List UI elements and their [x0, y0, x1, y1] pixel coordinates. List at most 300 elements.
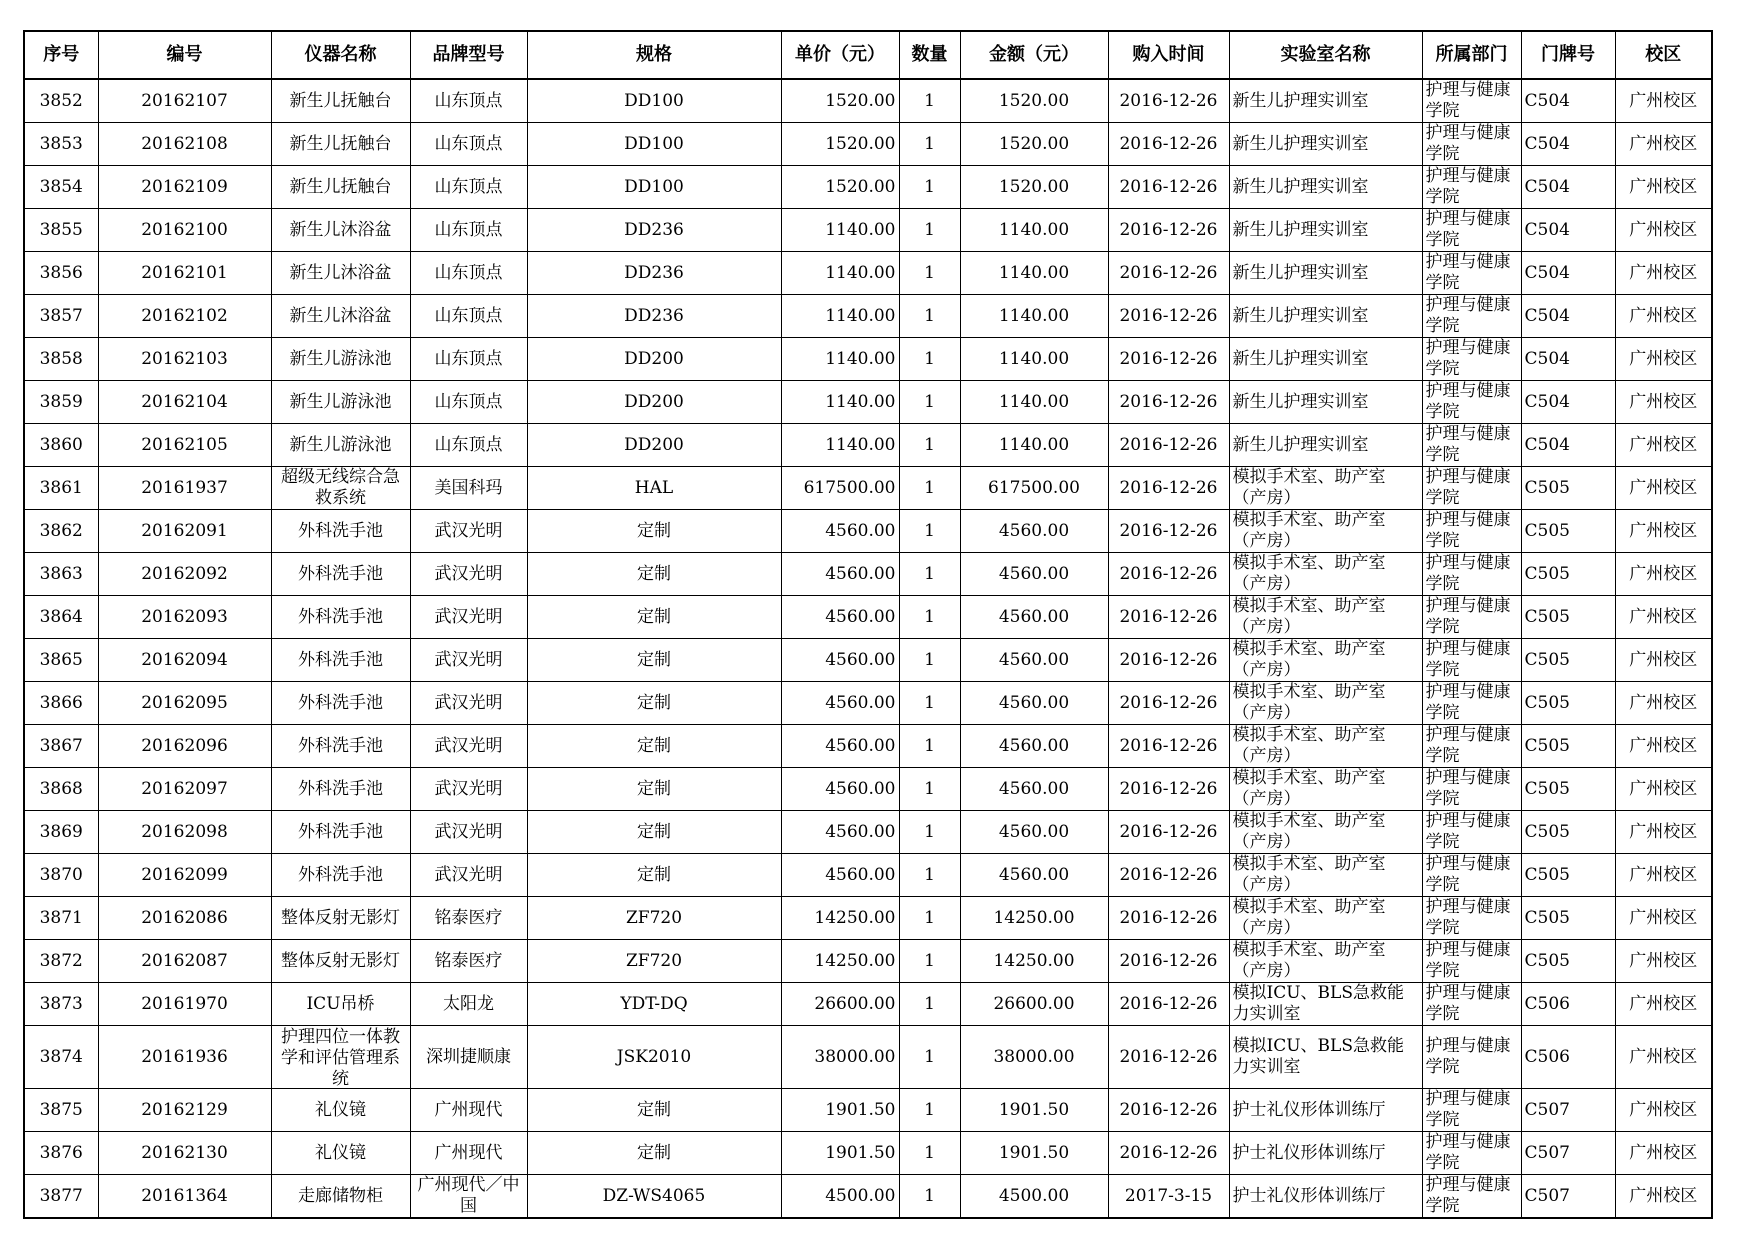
- cell-text: 新生儿沐浴盆: [289, 219, 392, 240]
- cell-lab-name: [1229, 639, 1422, 682]
- cell-text: 新生儿护理实训室: [1232, 176, 1369, 197]
- cell-text: 新生儿抚触台: [289, 133, 392, 154]
- cell-serial: 3871: [24, 897, 98, 940]
- header-cell: 门牌号: [1521, 31, 1615, 79]
- cell-serial: 3876: [24, 1132, 98, 1175]
- cell-text: 武汉光明: [434, 692, 503, 713]
- cell-text: 武汉光明: [434, 606, 503, 627]
- table-row: [24, 295, 1712, 338]
- cell-unit-price: 14250.00: [781, 897, 899, 940]
- cell-room-number: C505: [1521, 854, 1615, 897]
- cell-campus: 广州校区: [1615, 768, 1712, 811]
- cell-unit-price: 4560.00: [781, 725, 899, 768]
- cell-room-number: C505: [1521, 725, 1615, 768]
- cell-spec: 定制: [527, 510, 781, 553]
- cell-lab-name: [1229, 682, 1422, 725]
- cell-text: 模拟手术室、助产室（产房）: [1232, 467, 1386, 508]
- cell-quantity: 1: [899, 1175, 960, 1219]
- cell-text: 新生儿沐浴盆: [289, 262, 392, 283]
- cell-serial: 3877: [24, 1175, 98, 1219]
- cell-instrument-name: [271, 1132, 410, 1175]
- cell-spec: DD200: [527, 381, 781, 424]
- table-row: [24, 596, 1712, 639]
- cell-text: 护理与健康学院: [1425, 983, 1511, 1024]
- cell-campus: 广州校区: [1615, 940, 1712, 983]
- cell-code: 20161936: [98, 1026, 271, 1089]
- cell-purchase-date: 2016-12-26: [1108, 1089, 1229, 1132]
- cell-amount: 1520.00: [960, 123, 1108, 166]
- cell-text: 整体反射无影灯: [281, 907, 400, 928]
- cell-spec: 定制: [527, 639, 781, 682]
- table-row: [24, 338, 1712, 381]
- cell-unit-price: 4560.00: [781, 510, 899, 553]
- header-cell: 实验室名称: [1229, 31, 1422, 79]
- table-row: [24, 1132, 1712, 1175]
- cell-text: 山东顶点: [434, 434, 503, 455]
- cell-text: 模拟ICU、BLS急救能力实训室: [1232, 983, 1404, 1024]
- cell-text: 新生儿护理实训室: [1232, 90, 1369, 111]
- cell-code: 20162129: [98, 1089, 271, 1132]
- cell-text: 深圳捷顺康: [426, 1046, 511, 1067]
- cell-department: [1422, 768, 1521, 811]
- cell-text: 礼仪镜: [315, 1099, 366, 1120]
- cell-department: [1422, 510, 1521, 553]
- cell-brand-model: [410, 596, 527, 639]
- cell-text: 护理与健康学院: [1425, 1132, 1511, 1173]
- cell-room-number: C505: [1521, 768, 1615, 811]
- cell-unit-price: 26600.00: [781, 983, 899, 1026]
- cell-campus: 广州校区: [1615, 1132, 1712, 1175]
- cell-amount: 4560.00: [960, 682, 1108, 725]
- header-cell: 数量: [899, 31, 960, 79]
- cell-quantity: 1: [899, 983, 960, 1026]
- cell-text: 护理与健康学院: [1425, 639, 1511, 680]
- cell-instrument-name: [271, 338, 410, 381]
- cell-room-number: C506: [1521, 983, 1615, 1026]
- cell-quantity: 1: [899, 768, 960, 811]
- cell-campus: 广州校区: [1615, 381, 1712, 424]
- cell-amount: 4560.00: [960, 596, 1108, 639]
- cell-text: 护理与健康学院: [1425, 166, 1511, 207]
- cell-department: [1422, 295, 1521, 338]
- cell-text: 铭泰医疗: [434, 950, 503, 971]
- cell-brand-model: [410, 424, 527, 467]
- cell-amount: 14250.00: [960, 940, 1108, 983]
- cell-text: 山东顶点: [434, 348, 503, 369]
- cell-text: 外科洗手池: [298, 649, 383, 670]
- cell-serial: 3867: [24, 725, 98, 768]
- cell-instrument-name: [271, 639, 410, 682]
- cell-room-number: C505: [1521, 510, 1615, 553]
- cell-department: [1422, 467, 1521, 510]
- cell-purchase-date: 2016-12-26: [1108, 295, 1229, 338]
- cell-purchase-date: 2016-12-26: [1108, 983, 1229, 1026]
- cell-quantity: 1: [899, 1132, 960, 1175]
- cell-text: 护理与健康学院: [1425, 295, 1511, 336]
- cell-instrument-name: [271, 209, 410, 252]
- cell-department: [1422, 424, 1521, 467]
- cell-lab-name: [1229, 424, 1422, 467]
- cell-text: 武汉光明: [434, 778, 503, 799]
- header-cell: 单价（元）: [781, 31, 899, 79]
- cell-instrument-name: [271, 381, 410, 424]
- table-row: [24, 940, 1712, 983]
- table-body: [24, 79, 1712, 1218]
- table-row: [24, 682, 1712, 725]
- cell-spec: DD236: [527, 295, 781, 338]
- cell-room-number: C507: [1521, 1089, 1615, 1132]
- cell-room-number: C504: [1521, 424, 1615, 467]
- cell-instrument-name: [271, 940, 410, 983]
- cell-spec: 定制: [527, 854, 781, 897]
- cell-text: 护理与健康学院: [1425, 596, 1511, 637]
- cell-quantity: 1: [899, 166, 960, 209]
- cell-lab-name: [1229, 725, 1422, 768]
- cell-amount: 1520.00: [960, 79, 1108, 123]
- cell-room-number: C505: [1521, 553, 1615, 596]
- cell-serial: 3872: [24, 940, 98, 983]
- cell-lab-name: [1229, 209, 1422, 252]
- table-row: [24, 510, 1712, 553]
- header-cell: 所属部门: [1422, 31, 1521, 79]
- cell-brand-model: [410, 639, 527, 682]
- cell-serial: 3858: [24, 338, 98, 381]
- cell-text: 模拟手术室、助产室（产房）: [1232, 768, 1386, 809]
- cell-spec: DD236: [527, 252, 781, 295]
- cell-amount: 4500.00: [960, 1175, 1108, 1219]
- cell-amount: 4560.00: [960, 768, 1108, 811]
- cell-text: 护理与健康学院: [1425, 553, 1511, 594]
- cell-unit-price: 1901.50: [781, 1089, 899, 1132]
- cell-purchase-date: 2016-12-26: [1108, 854, 1229, 897]
- cell-serial: 3875: [24, 1089, 98, 1132]
- cell-room-number: C504: [1521, 166, 1615, 209]
- cell-department: [1422, 1175, 1521, 1219]
- cell-unit-price: 4560.00: [781, 768, 899, 811]
- equipment-table: [23, 30, 1713, 1219]
- cell-code: 20162092: [98, 553, 271, 596]
- table-row: [24, 811, 1712, 854]
- cell-lab-name: [1229, 1175, 1422, 1219]
- cell-spec: 定制: [527, 811, 781, 854]
- cell-room-number: C507: [1521, 1132, 1615, 1175]
- cell-campus: 广州校区: [1615, 1089, 1712, 1132]
- cell-quantity: 1: [899, 940, 960, 983]
- cell-unit-price: 1520.00: [781, 79, 899, 123]
- cell-purchase-date: 2016-12-26: [1108, 209, 1229, 252]
- cell-text: 护理与健康学院: [1425, 510, 1511, 551]
- cell-room-number: C505: [1521, 682, 1615, 725]
- cell-text: 模拟手术室、助产室（产房）: [1232, 854, 1386, 895]
- cell-text: 新生儿护理实训室: [1232, 434, 1369, 455]
- cell-department: [1422, 897, 1521, 940]
- cell-campus: 广州校区: [1615, 897, 1712, 940]
- cell-lab-name: [1229, 79, 1422, 123]
- cell-text: ICU吊桥: [306, 993, 375, 1014]
- cell-code: 20162087: [98, 940, 271, 983]
- cell-amount: 26600.00: [960, 983, 1108, 1026]
- cell-instrument-name: [271, 510, 410, 553]
- cell-text: 山东顶点: [434, 219, 503, 240]
- cell-unit-price: 4560.00: [781, 682, 899, 725]
- cell-instrument-name: [271, 1175, 410, 1219]
- cell-lab-name: [1229, 1132, 1422, 1175]
- header-cell: 规格: [527, 31, 781, 79]
- table-row: [24, 725, 1712, 768]
- cell-amount: 1140.00: [960, 252, 1108, 295]
- cell-brand-model: [410, 79, 527, 123]
- cell-campus: 广州校区: [1615, 854, 1712, 897]
- cell-room-number: C504: [1521, 209, 1615, 252]
- cell-text: 武汉光明: [434, 520, 503, 541]
- cell-spec: ZF720: [527, 940, 781, 983]
- cell-quantity: 1: [899, 123, 960, 166]
- cell-text: 走廊储物柜: [298, 1185, 383, 1206]
- cell-instrument-name: [271, 295, 410, 338]
- cell-code: 20162096: [98, 725, 271, 768]
- cell-lab-name: [1229, 123, 1422, 166]
- cell-purchase-date: 2016-12-26: [1108, 768, 1229, 811]
- cell-quantity: 1: [899, 811, 960, 854]
- cell-text: 太阳龙: [443, 993, 494, 1014]
- cell-unit-price: 4560.00: [781, 553, 899, 596]
- cell-spec: DD100: [527, 79, 781, 123]
- cell-amount: 38000.00: [960, 1026, 1108, 1089]
- cell-text: 护理与健康学院: [1425, 768, 1511, 809]
- cell-code: 20162101: [98, 252, 271, 295]
- cell-department: [1422, 854, 1521, 897]
- cell-unit-price: 1140.00: [781, 338, 899, 381]
- cell-serial: 3865: [24, 639, 98, 682]
- header-cell: 编号: [98, 31, 271, 79]
- cell-text: 模拟手术室、助产室（产房）: [1232, 897, 1386, 938]
- cell-text: 护理与健康学院: [1425, 467, 1511, 508]
- cell-text: 山东顶点: [434, 262, 503, 283]
- cell-spec: 定制: [527, 725, 781, 768]
- cell-code: 20161970: [98, 983, 271, 1026]
- cell-text: 山东顶点: [434, 133, 503, 154]
- cell-quantity: 1: [899, 338, 960, 381]
- table-row: [24, 768, 1712, 811]
- cell-code: 20162098: [98, 811, 271, 854]
- cell-code: 20162097: [98, 768, 271, 811]
- cell-room-number: C504: [1521, 338, 1615, 381]
- table-row: [24, 252, 1712, 295]
- cell-code: 20162105: [98, 424, 271, 467]
- cell-amount: 1140.00: [960, 381, 1108, 424]
- cell-text: 外科洗手池: [298, 864, 383, 885]
- cell-unit-price: 1520.00: [781, 166, 899, 209]
- cell-text: 广州现代: [434, 1142, 503, 1163]
- cell-text: 模拟ICU、BLS急救能力实训室: [1232, 1036, 1404, 1077]
- cell-quantity: 1: [899, 295, 960, 338]
- cell-amount: 4560.00: [960, 510, 1108, 553]
- table-row: [24, 1026, 1712, 1089]
- cell-text: 护理与健康学院: [1425, 252, 1511, 293]
- cell-lab-name: [1229, 553, 1422, 596]
- cell-text: 护理与健康学院: [1425, 1089, 1511, 1130]
- cell-department: [1422, 596, 1521, 639]
- cell-purchase-date: 2016-12-26: [1108, 639, 1229, 682]
- cell-department: [1422, 1132, 1521, 1175]
- cell-department: [1422, 1026, 1521, 1089]
- cell-text: 外科洗手池: [298, 778, 383, 799]
- cell-code: 20162100: [98, 209, 271, 252]
- cell-room-number: C505: [1521, 596, 1615, 639]
- cell-text: 护理与健康学院: [1425, 80, 1511, 121]
- cell-text: 山东顶点: [434, 305, 503, 326]
- cell-brand-model: [410, 811, 527, 854]
- cell-text: 外科洗手池: [298, 520, 383, 541]
- cell-unit-price: 1140.00: [781, 295, 899, 338]
- cell-amount: 1901.50: [960, 1089, 1108, 1132]
- cell-text: 护理与健康学院: [1425, 725, 1511, 766]
- cell-spec: DZ-WS4065: [527, 1175, 781, 1219]
- cell-quantity: 1: [899, 1089, 960, 1132]
- cell-text: 新生儿护理实训室: [1232, 133, 1369, 154]
- cell-text: 新生儿护理实训室: [1232, 391, 1369, 412]
- cell-text: 模拟手术室、助产室（产房）: [1232, 553, 1386, 594]
- cell-brand-model: [410, 381, 527, 424]
- cell-text: 山东顶点: [434, 391, 503, 412]
- cell-campus: 广州校区: [1615, 983, 1712, 1026]
- cell-amount: 4560.00: [960, 725, 1108, 768]
- cell-lab-name: [1229, 811, 1422, 854]
- cell-brand-model: [410, 897, 527, 940]
- cell-spec: JSK2010: [527, 1026, 781, 1089]
- cell-unit-price: 4560.00: [781, 596, 899, 639]
- cell-code: 20162107: [98, 79, 271, 123]
- cell-campus: 广州校区: [1615, 467, 1712, 510]
- cell-lab-name: [1229, 897, 1422, 940]
- cell-unit-price: 1520.00: [781, 123, 899, 166]
- cell-amount: 4560.00: [960, 553, 1108, 596]
- cell-code: 20162104: [98, 381, 271, 424]
- cell-unit-price: 1140.00: [781, 381, 899, 424]
- cell-campus: 广州校区: [1615, 553, 1712, 596]
- header-cell: 仪器名称: [271, 31, 410, 79]
- cell-campus: 广州校区: [1615, 1026, 1712, 1089]
- cell-lab-name: [1229, 854, 1422, 897]
- cell-unit-price: 4560.00: [781, 811, 899, 854]
- cell-campus: 广州校区: [1615, 123, 1712, 166]
- cell-unit-price: 4560.00: [781, 854, 899, 897]
- cell-text: 武汉光明: [434, 649, 503, 670]
- cell-serial: 3864: [24, 596, 98, 639]
- cell-purchase-date: 2016-12-26: [1108, 252, 1229, 295]
- table-row: [24, 983, 1712, 1026]
- cell-department: [1422, 123, 1521, 166]
- table-row: [24, 1175, 1712, 1219]
- cell-text: 新生儿护理实训室: [1232, 262, 1369, 283]
- cell-quantity: 1: [899, 682, 960, 725]
- cell-campus: 广州校区: [1615, 725, 1712, 768]
- cell-text: 礼仪镜: [315, 1142, 366, 1163]
- cell-instrument-name: [271, 811, 410, 854]
- cell-room-number: C504: [1521, 252, 1615, 295]
- cell-text: 新生儿沐浴盆: [289, 305, 392, 326]
- cell-room-number: C506: [1521, 1026, 1615, 1089]
- table-row: [24, 1089, 1712, 1132]
- cell-campus: 广州校区: [1615, 682, 1712, 725]
- cell-brand-model: [410, 940, 527, 983]
- cell-campus: 广州校区: [1615, 295, 1712, 338]
- cell-quantity: 1: [899, 639, 960, 682]
- cell-text: 护士礼仪形体训练厅: [1232, 1099, 1386, 1120]
- cell-brand-model: [410, 768, 527, 811]
- cell-text: 外科洗手池: [298, 821, 383, 842]
- cell-unit-price: 1901.50: [781, 1132, 899, 1175]
- cell-purchase-date: 2016-12-26: [1108, 940, 1229, 983]
- cell-text: 整体反射无影灯: [281, 950, 400, 971]
- cell-serial: 3856: [24, 252, 98, 295]
- cell-purchase-date: 2016-12-26: [1108, 123, 1229, 166]
- cell-amount: 4560.00: [960, 854, 1108, 897]
- cell-unit-price: 4500.00: [781, 1175, 899, 1219]
- cell-room-number: C505: [1521, 467, 1615, 510]
- cell-serial: 3863: [24, 553, 98, 596]
- cell-lab-name: [1229, 338, 1422, 381]
- cell-serial: 3868: [24, 768, 98, 811]
- cell-amount: 1140.00: [960, 338, 1108, 381]
- cell-text: 护理与健康学院: [1425, 940, 1511, 981]
- cell-department: [1422, 553, 1521, 596]
- cell-text: 护理与健康学院: [1425, 1036, 1511, 1077]
- cell-quantity: 1: [899, 79, 960, 123]
- header-row: [24, 31, 1712, 79]
- cell-brand-model: [410, 983, 527, 1026]
- cell-instrument-name: [271, 768, 410, 811]
- cell-lab-name: [1229, 1026, 1422, 1089]
- cell-code: 20162095: [98, 682, 271, 725]
- cell-campus: 广州校区: [1615, 596, 1712, 639]
- cell-purchase-date: 2016-12-26: [1108, 553, 1229, 596]
- cell-department: [1422, 166, 1521, 209]
- cell-brand-model: [410, 510, 527, 553]
- table-row: [24, 897, 1712, 940]
- cell-purchase-date: 2016-12-26: [1108, 1026, 1229, 1089]
- cell-brand-model: [410, 295, 527, 338]
- cell-text: 武汉光明: [434, 821, 503, 842]
- cell-purchase-date: 2016-12-26: [1108, 1132, 1229, 1175]
- cell-lab-name: [1229, 1089, 1422, 1132]
- cell-text: 外科洗手池: [298, 692, 383, 713]
- cell-brand-model: [410, 1175, 527, 1219]
- cell-text: 护理与健康学院: [1425, 209, 1511, 250]
- cell-text: 超级无线综合急救系统: [281, 467, 400, 508]
- cell-purchase-date: 2016-12-26: [1108, 510, 1229, 553]
- cell-purchase-date: 2016-12-26: [1108, 725, 1229, 768]
- cell-text: 铭泰医疗: [434, 907, 503, 928]
- cell-department: [1422, 639, 1521, 682]
- cell-text: 新生儿游泳池: [289, 348, 392, 369]
- cell-spec: DD236: [527, 209, 781, 252]
- cell-text: 模拟手术室、助产室（产房）: [1232, 596, 1386, 637]
- cell-instrument-name: [271, 682, 410, 725]
- cell-instrument-name: [271, 424, 410, 467]
- cell-campus: 广州校区: [1615, 252, 1712, 295]
- cell-unit-price: 617500.00: [781, 467, 899, 510]
- cell-text: 护士礼仪形体训练厅: [1232, 1142, 1386, 1163]
- cell-text: 外科洗手池: [298, 735, 383, 756]
- cell-room-number: C505: [1521, 897, 1615, 940]
- cell-room-number: C504: [1521, 381, 1615, 424]
- cell-room-number: C504: [1521, 295, 1615, 338]
- cell-text: 护理与健康学院: [1425, 424, 1511, 465]
- cell-instrument-name: [271, 553, 410, 596]
- cell-brand-model: [410, 1026, 527, 1089]
- cell-text: 新生儿游泳池: [289, 391, 392, 412]
